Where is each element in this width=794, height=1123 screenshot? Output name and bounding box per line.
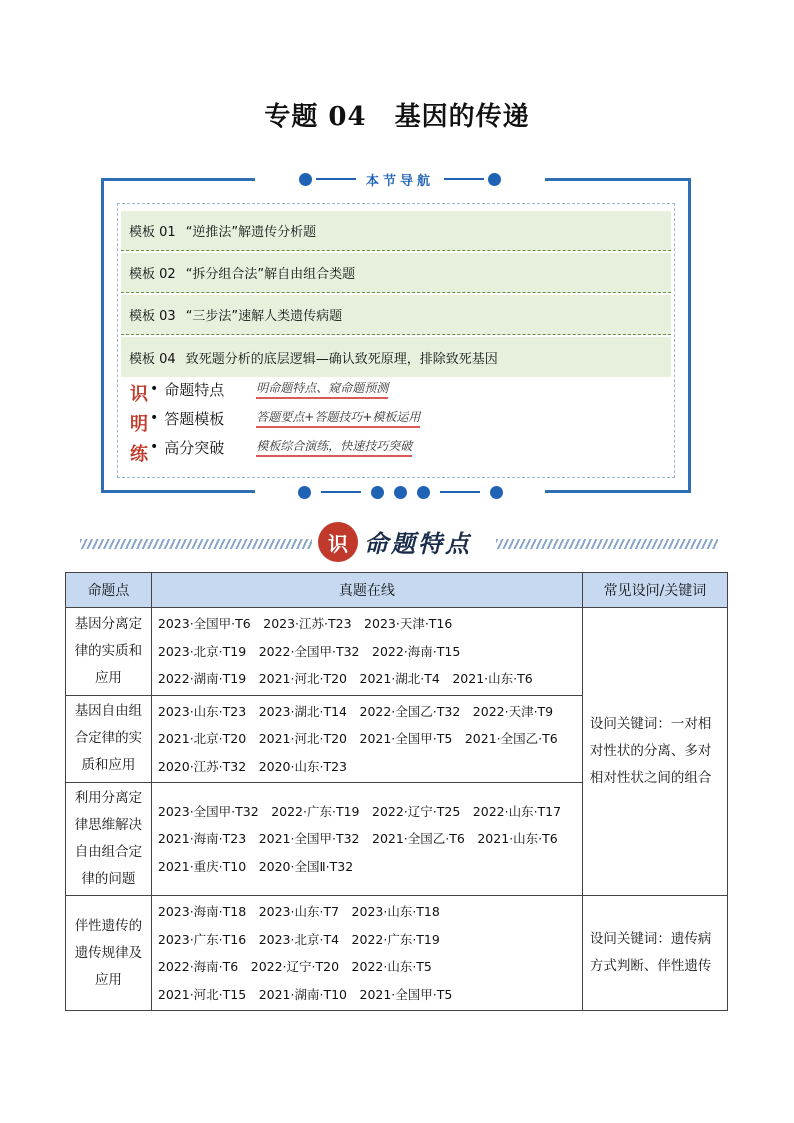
case-line: 2022·海南·T6 2022·辽宁·T20 2022·山东·T5 — [157, 959, 432, 974]
feature-item-3[interactable] — [150, 435, 412, 459]
side-characters — [127, 380, 151, 470]
case-line: 2021·河北·T15 2021·湖南·T10 2021·全国甲·T5 — [157, 986, 453, 1002]
exam-topic-table — [65, 572, 728, 1011]
bullet-icon: • — [150, 439, 159, 455]
topic-cell: 基因自由组合定律的实质和应用 — [66, 695, 152, 783]
table-row — [66, 896, 728, 1011]
template-text: “三步法”速解人类遗传病题 — [185, 309, 343, 324]
template-item-3[interactable] — [121, 295, 671, 335]
case-line: 2023·海南·T18 2023·山东·T7 2023·山东·T18 — [157, 904, 440, 919]
dash-decoration — [321, 491, 361, 493]
template-text: 致死题分析的底层逻辑—确认致死原理，排除致死基因 — [185, 351, 498, 367]
template-item-1[interactable] — [121, 211, 671, 251]
topic-cell: 伴性遗传的遗传规律及应用 — [66, 896, 152, 1011]
title-text: 基因的传递 — [394, 102, 530, 132]
side-char: 练 — [130, 444, 148, 465]
cases-cell — [151, 695, 582, 783]
template-id: 模板 01 — [129, 225, 176, 240]
template-text: “拆分组合法”解自由组合类题 — [185, 267, 356, 282]
section-title: 命题特点 — [364, 529, 472, 558]
side-char: 识 — [130, 384, 148, 405]
feature-desc: 模板综合演练，快速技巧突破 — [256, 437, 412, 457]
cases-cell — [151, 608, 582, 696]
case-line: 2022·湖南·T19 2021·河北·T20 2021·湖北·T4 2021·山东·T6 — [157, 671, 533, 686]
dot-icon — [371, 486, 384, 499]
dot-icon — [299, 173, 312, 186]
case-line: 2023·全国甲·T6 2023·江苏·T23 2023·天津·T16 — [157, 616, 453, 631]
case-line: 2023·北京·T19 2022·全国甲·T32 2022·海南·T15 — [157, 643, 461, 659]
dot-icon — [490, 486, 503, 499]
column-header: 真题在线 — [151, 573, 582, 608]
cases-cell — [151, 896, 582, 1011]
feature-label: 答题模板 — [164, 409, 225, 428]
feature-label: 高分突破 — [164, 438, 225, 457]
template-text: “逆推法”解遗传分析题 — [185, 225, 317, 240]
dash-decoration — [444, 178, 484, 180]
cases-cell — [151, 783, 582, 896]
title-number: 专题 04 — [264, 102, 367, 132]
topic-cell: 基因分离定律的实质和应用 — [66, 608, 152, 696]
case-line: 2020·江苏·T32 2020·山东·T23 — [157, 758, 347, 774]
feature-desc: 答题要点+答题技巧+模板运用 — [256, 408, 420, 428]
case-line: 2021·重庆·T10 2020·全国Ⅱ·T32 — [157, 858, 354, 874]
template-id: 模板 03 — [129, 309, 176, 324]
section-badge: 识 — [318, 522, 358, 562]
template-item-2[interactable] — [121, 253, 671, 293]
case-line: 2023·全国甲·T32 2022·广东·T19 2022·辽宁·T25 2022·山东·T17 — [157, 803, 562, 819]
feature-item-2[interactable] — [150, 406, 420, 430]
feature-desc: 明命题特点、窥命题预测 — [256, 379, 388, 399]
bullet-icon: • — [150, 381, 159, 397]
case-line: 2021·海南·T23 2021·全国甲·T32 2021·全国乙·T6 2021·山东·T6 — [157, 831, 558, 847]
topic-cell: 利用分离定律思维解决自由组合定律的问题 — [66, 783, 152, 896]
side-char: 明 — [130, 414, 148, 435]
case-line: 2023·山东·T23 2023·湖北·T14 2022·全国乙·T32 2022·天津·T9 — [157, 703, 554, 719]
case-line: 2021·北京·T20 2021·河北·T20 2021·全国甲·T5 2021·全国乙·T6 — [157, 731, 558, 746]
keyword-cell: 设问关键词：遗传病方式判断、伴性遗传 — [582, 896, 727, 1011]
column-header: 常见设问/关键词 — [582, 573, 727, 608]
dash-decoration — [440, 491, 480, 493]
feature-label: 命题特点 — [164, 380, 225, 399]
table-row — [66, 608, 728, 696]
template-item-4[interactable] — [121, 337, 671, 377]
dot-icon — [488, 173, 501, 186]
bullet-icon: • — [150, 410, 159, 426]
nav-title: 本节导航 — [365, 173, 434, 189]
page-title — [0, 96, 794, 133]
nav-header — [255, 168, 545, 190]
case-line: 2023·广东·T16 2023·北京·T4 2022·广东·T19 — [157, 931, 440, 947]
keyword-cell: 设问关键词：一对相对性状的分离、多对相对性状之间的组合 — [582, 608, 727, 896]
section-rule-right — [496, 539, 718, 549]
dash-decoration — [316, 178, 356, 180]
section-rule-left — [80, 539, 312, 549]
template-id: 模板 04 — [129, 351, 176, 367]
table-header-row — [66, 573, 728, 608]
feature-item-1[interactable] — [150, 377, 388, 401]
dot-icon — [417, 486, 430, 499]
template-id: 模板 02 — [129, 267, 176, 282]
column-header: 命题点 — [66, 573, 152, 608]
dot-icon — [394, 486, 407, 499]
nav-bottom-decoration — [255, 482, 545, 502]
dot-icon — [298, 486, 311, 499]
